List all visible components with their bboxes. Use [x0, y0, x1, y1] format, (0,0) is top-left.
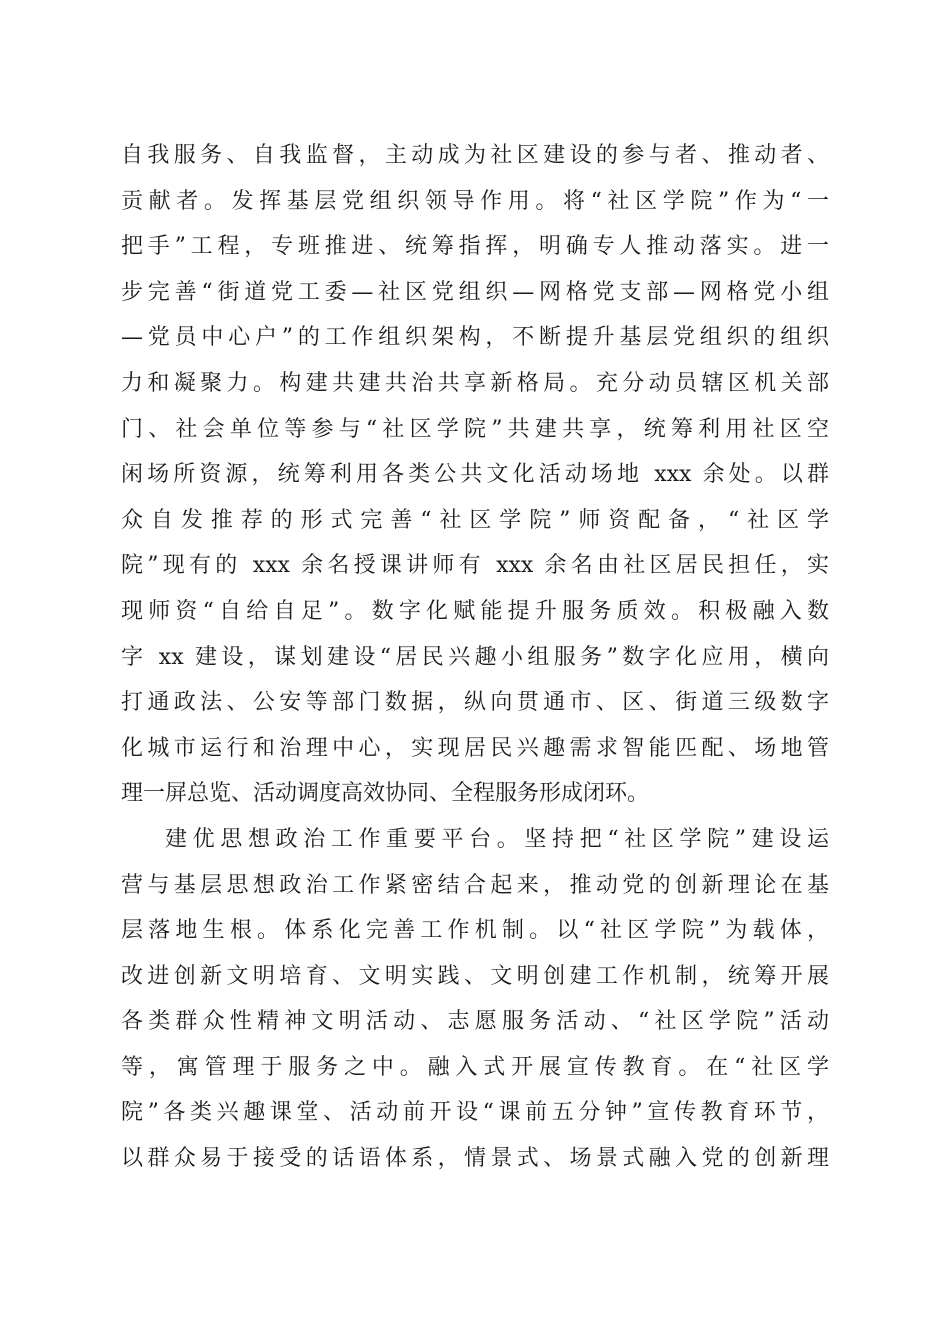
text-line: —党员中心户”的工作组织架构，不断提升基层党组织的组织 [121, 325, 829, 351]
text-line: 各类群众性精神文明活动、志愿服务活动、“社区学院”活动 [121, 1009, 829, 1035]
text-line: 以群众易于接受的话语体系，情景式、场景式融入党的创新理 [121, 1146, 829, 1172]
text-line: 字 xx 建设，谋划建设“居民兴趣小组服务”数字化应用，横向 [121, 644, 829, 670]
text-line: 营与基层思想政治工作紧密结合起来，推动党的创新理论在基 [121, 872, 829, 898]
text-line: 闲场所资源，统筹利用各类公共文化活动场地 xxx 余处。以群 [121, 462, 829, 488]
text-line: 门、社会单位等参与“社区学院”共建共享，统筹利用社区空 [121, 416, 829, 442]
text-line: 打通政法、公安等部门数据，纵向贯通市、区、街道三级数字 [121, 690, 829, 716]
text-line: 力和凝聚力。构建共建共治共享新格局。充分动员辖区机关部 [121, 370, 829, 396]
text-line: 院”各类兴趣课堂、活动前开设“课前五分钟”宣传教育环节， [121, 1100, 829, 1126]
text-line: 自我服务、自我监督，主动成为社区建设的参与者、推动者、 [121, 143, 829, 168]
text-line: 众自发推荐的形式完善“社区学院”师资配备，“社区学 [121, 507, 829, 533]
paragraph-start-line: 建优思想政治工作重要平台。坚持把“社区学院”建设运 [165, 826, 829, 852]
body-text [121, 133, 829, 1182]
text-line: 把手”工程，专班推进、统筹指挥，明确专人推动落实。进一 [121, 234, 829, 260]
text-line: 步完善“街道党工委—社区党组织—网格党支部—网格党小组 [121, 279, 829, 305]
text-line: 等，寓管理于服务之中。融入式开展宣传教育。在“社区学 [121, 1054, 829, 1080]
text-line: 改进创新文明培育、文明实践、文明创建工作机制，统筹开展 [121, 963, 829, 989]
text-line: 现师资“自给自足”。数字化赋能提升服务质效。积极融入数 [121, 598, 829, 624]
paragraph-end-line: 理一屏总览、活动调度高效协同、全程服务形成闭环。 [121, 781, 650, 807]
text-line: 层落地生根。体系化完善工作机制。以“社区学院”为载体， [121, 918, 829, 944]
text-line: 院”现有的 xxx 余名授课讲师有 xxx 余名由社区居民担任，实 [121, 553, 829, 579]
text-line: 化城市运行和治理中心，实现居民兴趣需求智能匹配、场地管 [121, 735, 829, 761]
text-line: 贡献者。发挥基层党组织领导作用。将“社区学院”作为“一 [121, 188, 829, 214]
